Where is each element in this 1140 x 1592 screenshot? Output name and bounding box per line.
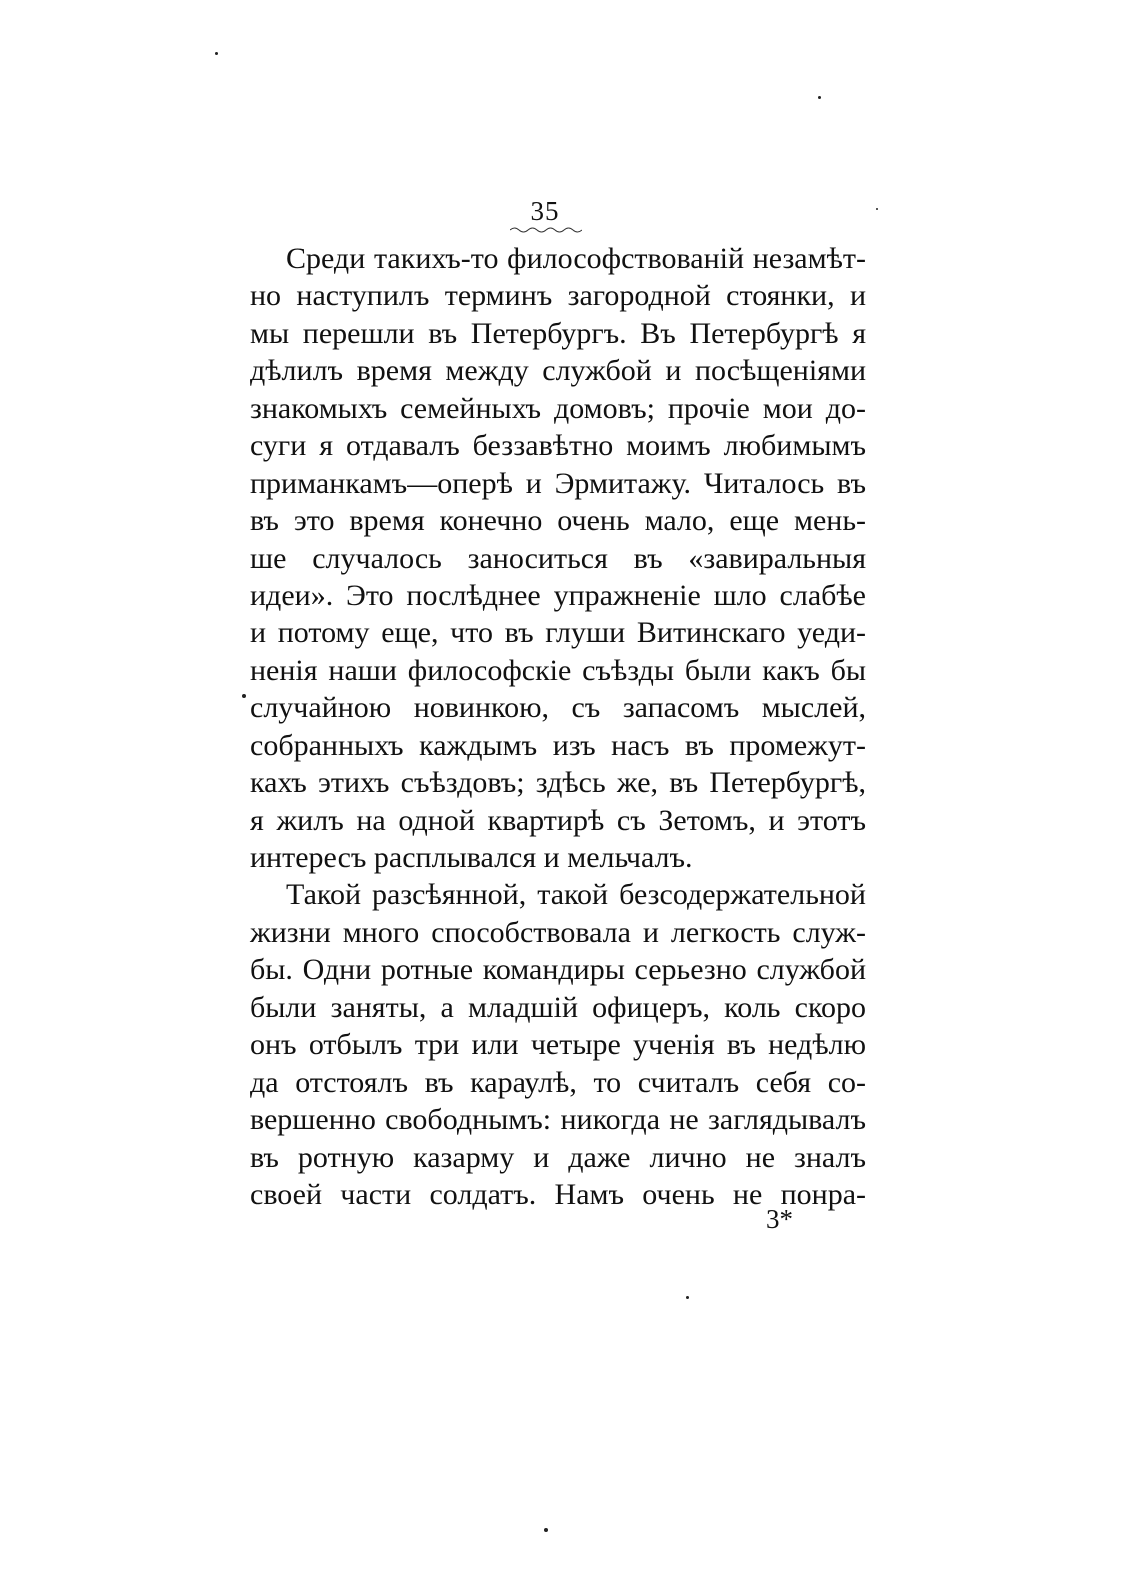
scan-speck bbox=[215, 52, 218, 55]
scan-speck bbox=[544, 1528, 548, 1532]
scan-speck bbox=[242, 694, 246, 698]
text-line: были заняты, а младшій офицеръ, коль скоро bbox=[250, 990, 866, 1024]
text-line: да отстоялъ въ караулѣ, то считалъ себя со- bbox=[250, 1065, 866, 1099]
text-line: дѣлилъ время между службой и посѣщеніями bbox=[250, 354, 866, 388]
text-line: и потому еще, что въ глуши Витинскаго уеди- bbox=[250, 616, 866, 650]
text-line: знакомыхъ семейныхъ домовъ; прочіе мои до- bbox=[250, 391, 866, 425]
text-line: бы. Одни ротные командиры серьезно службой bbox=[250, 953, 866, 987]
signature-mark: 3* bbox=[766, 1204, 793, 1234]
text-line: въ ротную казарму и даже лично не зналъ bbox=[250, 1140, 866, 1174]
text-line: но наступилъ терминъ загородной стоянки, и bbox=[250, 279, 866, 313]
text-line: Среди такихъ-то философствованій незамѣт- bbox=[286, 242, 866, 275]
scan-speck bbox=[686, 1296, 689, 1299]
text-line: суги я отдавалъ беззавѣтно моимъ любимымъ bbox=[250, 429, 866, 463]
text-line: ше случалось заноситься въ «завиральныя bbox=[250, 541, 866, 575]
page-number-ornament bbox=[510, 226, 582, 234]
body-text bbox=[250, 240, 866, 1213]
page-number: 35 bbox=[530, 196, 560, 226]
text-line: случайною новинкою, съ запасомъ мыслей, bbox=[250, 691, 866, 725]
text-line: мы перешли въ Петербургъ. Въ Петербургѣ я bbox=[250, 316, 866, 350]
text-line: въ это время конечно очень мало, еще мень- bbox=[250, 504, 866, 538]
text-line: идеи». Это послѣднее упражненіе шло слабѣе bbox=[250, 578, 866, 612]
text-line: онъ отбылъ три или четыре ученія въ недѣлю bbox=[250, 1028, 866, 1062]
text-line: интересъ расплывался и мельчалъ. bbox=[250, 841, 693, 874]
scan-speck bbox=[876, 208, 878, 210]
text-line: своей части солдатъ. Намъ очень не понра- bbox=[250, 1177, 866, 1211]
text-line: вершенно свободнымъ: никогда не заглядывалъ bbox=[250, 1103, 866, 1137]
text-line: приманкамъ—оперѣ и Эрмитажу. Читалось въ bbox=[250, 466, 866, 500]
text-line: я жилъ на одной квартирѣ съ Зетомъ, и этотъ bbox=[250, 803, 866, 837]
text-line: собранныхъ каждымъ изъ насъ въ промежут- bbox=[250, 728, 866, 762]
text-line: ненія наши философскіе съѣзды были какъ бы bbox=[250, 653, 866, 687]
text-line: кахъ этихъ съѣздовъ; здѣсь же, въ Петербургѣ, bbox=[250, 766, 866, 800]
text-line: жизни много способствовала и легкость служ- bbox=[250, 915, 866, 949]
scan-speck bbox=[818, 96, 821, 99]
text-line: Такой разсѣянной, такой безсодержательной bbox=[286, 878, 866, 912]
